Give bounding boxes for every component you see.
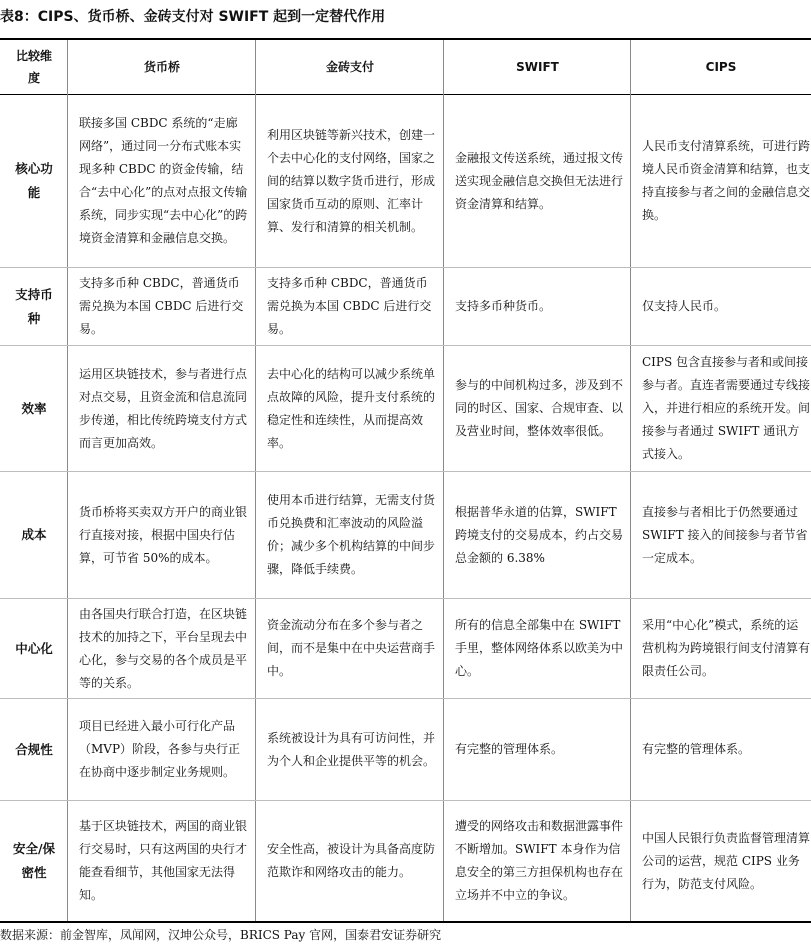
column-divider — [630, 40, 631, 921]
table-cell: 金融报文传送系统，通过报文传送实现金融信息交换但无法进行资金清算和结算。 — [455, 150, 624, 211]
row-label-cost: 成本 — [21, 527, 47, 542]
table-cell: 采用“中心化”模式，系统的运营机构为跨境银行间支付清算有限责任公司。 — [642, 618, 810, 678]
row-label-compliance: 合规性 — [15, 741, 53, 757]
table-cell: 联接多国 CBDC 系统的“走廊网络”，通过同一分布式账本实现多种 CBDC 的资金传输，结合“去中心化”的点对点报文传输系统，同步实现“去中心化”的跨境资金清算和金融信息交换。 — [79, 116, 248, 245]
table-cell: 安全性高，被设计为具备高度防范欺诈和网络攻击的能力。 — [267, 842, 436, 879]
table-cell: 利用区块链等新兴技术，创建一个去中心化的支付网络，国家之间的结算以数字货币进行，形成国家货币互动的原则、汇率计算、发行和清算的相关机制。 — [267, 127, 436, 234]
table-cell: 所有的信息全部集中在 SWIFT 手里，整体网络体系以欧美为中心。 — [455, 618, 624, 678]
column-divider — [443, 40, 444, 921]
table-cell: 支持多币种 CBDC，普通货币需兑换为本国 CBDC 后进行交易。 — [79, 276, 244, 336]
table-cell: 支持多币种货币。 — [455, 299, 552, 313]
header-col-currency-bridge: 货币桥 — [143, 60, 180, 74]
table-cell: 由各国央行联合打造，在区块链技术的加持之下，平台呈现去中心化，参与交易的各个成员是平等的关系。 — [79, 606, 248, 690]
header-col-cips: CIPS — [705, 60, 737, 74]
row-label-supported-currencies: 支持币种 — [15, 286, 53, 326]
table-cell: 货币桥将买卖双方开户的商业银行直接对接，根据中国央行估算，可节省 50%的成本。 — [79, 504, 248, 565]
table-cell: 系统被设计为具有可访问性，并为个人和企业提供平等的机会。 — [267, 730, 436, 768]
table-cell: 使用本币进行结算，无需支付货币兑换费和汇率波动的风险溢价；减少多个机构结算的中间步骤，降低手续费。 — [267, 493, 436, 576]
table-cell: 项目已经进入最小可行化产品（MVP）阶段，各参与央行正在协商中逐步制定业务规则。 — [79, 719, 241, 779]
header-dimension: 比较维度 — [15, 49, 52, 85]
table-cell: 直接参与者相比于仍然要通过 SWIFT 接入的间接参与者节省一定成本。 — [642, 504, 808, 565]
row-label-core-function: 核心功能 — [15, 161, 53, 200]
table-cell: 中国人民银行负责监督管理清算公司的运营，规范 CIPS 业务行为，防范支付风险。 — [642, 830, 810, 891]
header-col-brics-pay: 金砖支付 — [325, 60, 374, 74]
row-label-centralization: 中心化 — [15, 640, 53, 656]
table-cell: 仅支持人民币。 — [642, 299, 727, 313]
table-cell: 人民币支付清算系统，可进行跨境人民币资金清算和结算，也支持直接参与者之间的金融信息交换。 — [642, 139, 810, 222]
table-cell: 基于区块链技术，两国的商业银行交易时，只有这两国的央行才能查看细节，其他国家无法得知。 — [79, 819, 248, 902]
table-cell: 有完整的管理体系。 — [455, 742, 564, 756]
row-label-efficiency: 效率 — [21, 400, 47, 416]
table-cell: 有完整的管理体系。 — [642, 742, 751, 756]
table-cell: 资金流动分布在多个参与者之间，而不是集中在中央运营商手中。 — [267, 618, 436, 678]
header-col-swift: SWIFT — [516, 60, 559, 74]
row-label-security: 安全/保密性 — [12, 841, 56, 880]
column-divider — [255, 40, 256, 921]
table-cell: 支持多币种 CBDC，普通货币需兑换为本国 CBDC 后进行交易。 — [267, 276, 432, 336]
table-cell: CIPS 包含直接参与者和或间接参与者。直连者需要通过专线接入，并进行相应的系统开发。间接参与者通过 SWIFT 通讯方式接入。 — [642, 355, 810, 461]
table-cell: 根据普华永道的估算，SWIFT 跨境支付的交易成本，约占交易总金额的 6.38% — [455, 504, 624, 565]
table-title: 表8：CIPS、货币桥、金砖支付对 SWIFT 起到一定替代作用 — [0, 9, 386, 25]
table-bottom-rule — [0, 921, 811, 923]
source-note: 数据来源：前金智库，凤闻网，汉坤公众号，BRICS Pay 官网，国泰君安证券研究 — [0, 928, 442, 942]
table-cell: 运用区块链技术，参与者进行点对点交易，且资金流和信息流同步传递，相比传统跨境支付方式而言更加高效。 — [79, 366, 248, 450]
table-cell: 去中心化的结构可以减少系统单点故障的风险，提升支付系统的稳定性和连续性，从而提高效率。 — [267, 366, 436, 450]
table-cell: 遭受的网络攻击和数据泄露事件不断增加。SWIFT 本身作为信息安全的第三方担保机构也存在立场并不中立的争议。 — [455, 819, 624, 902]
table-cell: 参与的中间机构过多，涉及到不同的时区、国家、合规审查、以及营业时间，整体效率很低。 — [455, 378, 624, 438]
